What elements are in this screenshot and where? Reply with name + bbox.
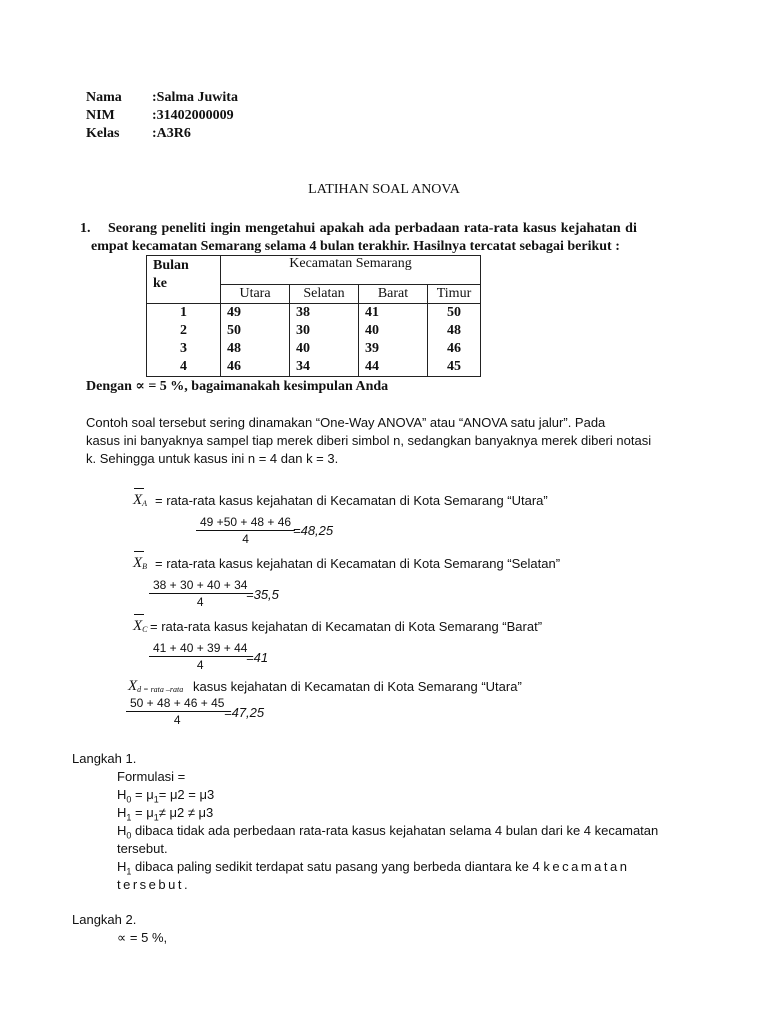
h0-letter: H bbox=[117, 787, 127, 802]
question-line-1: Seorang peneliti ingin mengetahui apakah ada perbadaan rata-rata kasus kejahatan di bbox=[108, 221, 637, 236]
value-cell: 41 bbox=[359, 304, 428, 323]
column-header-timur: Timur bbox=[428, 285, 481, 304]
step-2-alpha: ∝ = 5 %, bbox=[117, 930, 168, 945]
h0-desc-subscript: 0 bbox=[126, 830, 132, 841]
question-line-2: empat kecamatan Semarang selama 4 bulan terakhir. Hasilnya tercatat sebagai berikut : bbox=[91, 239, 620, 254]
month-header-line-2: ke bbox=[153, 276, 167, 291]
step-2-heading: Langkah 2. bbox=[72, 912, 137, 927]
mean-d-result: =47,25 bbox=[224, 705, 265, 720]
identity-label-kelas: Kelas bbox=[86, 126, 120, 141]
mean-b-result: =35,5 bbox=[246, 587, 279, 602]
fraction-numerator: 41 + 40 + 39 + 44 bbox=[149, 641, 251, 657]
h1-desc-subscript: 1 bbox=[126, 866, 132, 877]
h1-mu-subscript: 1 bbox=[153, 812, 159, 823]
column-header-utara: Utara bbox=[221, 285, 290, 304]
overline bbox=[134, 488, 144, 489]
h0-subscript: 0 bbox=[126, 794, 132, 805]
intro-line-3: k. Sehingga untuk kasus ini n = 4 dan k = 3. bbox=[86, 451, 339, 466]
value-cell: 45 bbox=[428, 358, 481, 377]
overline bbox=[134, 551, 144, 552]
mean-a-result: =48,25 bbox=[293, 523, 334, 538]
value-cell: 50 bbox=[428, 304, 481, 323]
h1-desc-text: dibaca paling sedikit terdapat satu pasang yang berbeda diantara ke 4 bbox=[131, 859, 540, 874]
fraction-numerator: 49 +50 + 48 + 46 bbox=[196, 515, 295, 531]
crime-data-table bbox=[146, 255, 481, 377]
mean-b-description: = rata-rata kasus kejahatan di Kecamatan di Kota Semarang “Selatan” bbox=[155, 556, 561, 571]
table-row bbox=[147, 322, 481, 340]
value-cell: 38 bbox=[290, 304, 359, 323]
h1-desc-tail: kecamatan bbox=[543, 859, 630, 874]
fraction-denominator: 4 bbox=[173, 713, 181, 727]
question-closing-post: = 5 %, bagaimanakah kesimpulan Anda bbox=[144, 379, 389, 394]
value-cell: 40 bbox=[359, 322, 428, 340]
mean-symbol-subscript: A bbox=[142, 499, 148, 508]
h1-description bbox=[117, 859, 629, 877]
value-cell: 46 bbox=[221, 358, 290, 377]
h0-description bbox=[117, 823, 658, 841]
mean-a-description: = rata-rata kasus kejahatan di Kecamatan di Kota Semarang “Utara” bbox=[155, 493, 548, 508]
identity-value-nim: :31402000009 bbox=[152, 108, 234, 123]
group-header: Kecamatan Semarang bbox=[221, 256, 481, 285]
mean-b-symbol bbox=[133, 555, 147, 572]
h0-mu-subscript: 1 bbox=[153, 794, 159, 805]
month-cell: 3 bbox=[147, 340, 221, 358]
h1-description-line-2: tersebut. bbox=[117, 877, 191, 892]
value-cell: 39 bbox=[359, 340, 428, 358]
month-cell: 2 bbox=[147, 322, 221, 340]
value-cell: 46 bbox=[428, 340, 481, 358]
mean-symbol-subscript: C bbox=[142, 625, 148, 634]
h0-rest: = μ2 = μ3 bbox=[158, 787, 215, 802]
mean-symbol-letter: X bbox=[128, 678, 138, 694]
value-cell: 48 bbox=[221, 340, 290, 358]
overline bbox=[134, 614, 144, 615]
mean-c-symbol bbox=[133, 618, 148, 635]
h0-desc-letter: H bbox=[117, 823, 127, 838]
identity-value-kelas: :A3R6 bbox=[152, 126, 191, 141]
mean-a-fraction bbox=[196, 515, 295, 546]
h1-equals: = μ bbox=[131, 805, 154, 820]
table-row bbox=[147, 304, 481, 323]
column-header-barat: Barat bbox=[359, 285, 428, 304]
mean-symbol-subscript: B bbox=[142, 562, 148, 571]
identity-label-nim: NIM bbox=[86, 108, 115, 123]
value-cell: 30 bbox=[290, 322, 359, 340]
fraction-denominator: 4 bbox=[196, 658, 204, 672]
page-title: LATIHAN SOAL ANOVA bbox=[308, 182, 460, 197]
intro-line-1: Contoh soal tersebut sering dinamakan “One-Way ANOVA” atau “ANOVA satu jalur”. Pada bbox=[86, 415, 606, 430]
fraction-numerator: 50 + 48 + 46 + 45 bbox=[126, 696, 228, 712]
mean-c-description: = rata-rata kasus kejahatan di Kecamatan di Kota Semarang “Barat” bbox=[150, 619, 543, 634]
mean-c-result: =41 bbox=[246, 650, 269, 665]
step-1-heading: Langkah 1. bbox=[72, 751, 137, 766]
mean-symbol-subscript: d = rata –rata bbox=[137, 685, 184, 694]
h1-subscript: 1 bbox=[126, 812, 132, 823]
mean-symbol-letter: X bbox=[133, 618, 143, 634]
value-cell: 48 bbox=[428, 322, 481, 340]
mean-d-symbol bbox=[128, 678, 183, 695]
value-cell: 34 bbox=[290, 358, 359, 377]
identity-label-nama: Nama bbox=[86, 90, 122, 105]
value-cell: 49 bbox=[221, 304, 290, 323]
mean-a-symbol bbox=[133, 492, 147, 509]
value-cell: 40 bbox=[290, 340, 359, 358]
month-header-line-1: Bulan bbox=[153, 258, 189, 273]
question-closing bbox=[86, 378, 388, 395]
identity-value-nama: :Salma Juwita bbox=[152, 90, 238, 105]
mean-d-description: kasus kejahatan di Kecamatan di Kota Semarang “Utara” bbox=[193, 679, 522, 694]
h0-desc-text: dibaca tidak ada perbedaan rata-rata kasus kejahatan selama 4 bulan dari ke 4 kecamatan bbox=[131, 823, 659, 838]
month-cell: 1 bbox=[147, 304, 221, 323]
fraction-denominator: 4 bbox=[196, 595, 204, 609]
h1-rest: ≠ μ2 ≠ μ3 bbox=[158, 805, 214, 820]
month-header bbox=[147, 256, 221, 304]
value-cell: 44 bbox=[359, 358, 428, 377]
table-row bbox=[147, 340, 481, 358]
mean-symbol-letter: X bbox=[133, 492, 143, 508]
h0-equals: = μ bbox=[131, 787, 154, 802]
question-number: 1. bbox=[80, 221, 91, 236]
value-cell: 50 bbox=[221, 322, 290, 340]
table-row bbox=[147, 358, 481, 377]
h1-desc-letter: H bbox=[117, 859, 127, 874]
mean-d-fraction bbox=[126, 696, 228, 727]
h1-letter: H bbox=[117, 805, 127, 820]
h0-description-line-2: tersebut. bbox=[117, 841, 168, 856]
month-cell: 4 bbox=[147, 358, 221, 377]
alpha-symbol: ∝ bbox=[135, 379, 145, 394]
hypothesis-h0 bbox=[117, 787, 214, 805]
mean-b-fraction bbox=[149, 578, 251, 609]
fraction-denominator: 4 bbox=[242, 532, 249, 546]
fraction-numerator: 38 + 30 + 40 + 34 bbox=[149, 578, 251, 594]
step-1-formulasi: Formulasi = bbox=[117, 769, 186, 784]
mean-c-fraction bbox=[149, 641, 251, 672]
hypothesis-h1 bbox=[117, 805, 213, 823]
question-closing-pre: Dengan bbox=[86, 379, 136, 394]
intro-line-2: kasus ini banyaknya sampel tiap merek diberi simbol n, sedangkan banyaknya merek diberi notasi bbox=[86, 433, 652, 448]
mean-symbol-letter: X bbox=[133, 555, 143, 571]
column-header-selatan: Selatan bbox=[290, 285, 359, 304]
